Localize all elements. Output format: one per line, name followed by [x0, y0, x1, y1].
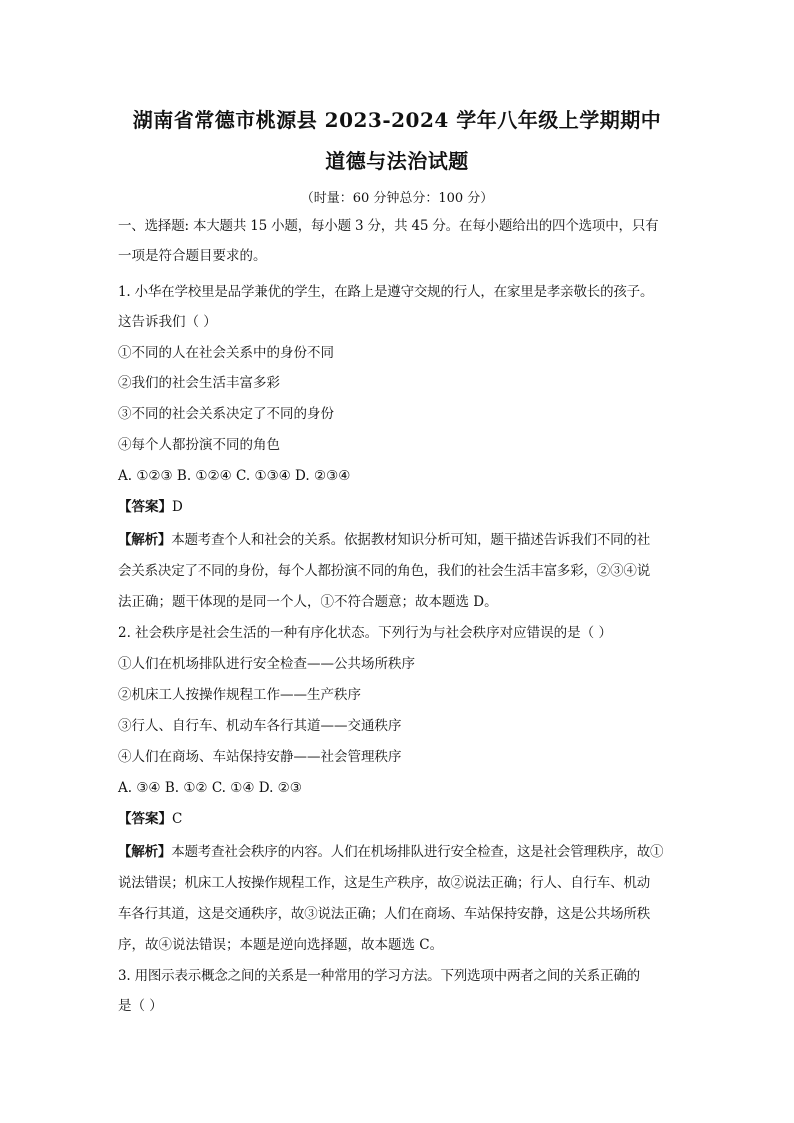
exam-duration-score: （时量：60 分钟总分：100 分）: [300, 191, 494, 206]
analysis-label: 【解析】: [118, 532, 172, 548]
question-1-item: ①不同的人在社会关系中的身份不同: [118, 345, 334, 361]
question-1-stem: 这告诉我们（ ）: [118, 314, 217, 330]
question-2-item: ②机床工人按操作规程工作——生产秩序: [118, 687, 361, 703]
question-3-stem: 3. 用图示表示概念之间的关系是一种常用的学习方法。下列选项中两者之间的关系正确的: [118, 968, 640, 984]
question-2-answer: [118, 809, 698, 829]
question-1-item: ②我们的社会生活丰富多彩: [118, 375, 280, 391]
analysis-label: 【解析】: [118, 844, 172, 860]
question-1-analysis: 法正确；题干体现的是同一个人，①不符合题意；故本题选 D。: [118, 594, 498, 610]
exam-subject-title: 道德与法治试题: [325, 149, 469, 173]
question-1-item: ③不同的社会关系决定了不同的身份: [118, 406, 334, 422]
section-intro-line: 一、选择题: 本大题共 15 小题，每小题 3 分，共 45 分。在每小题给出的四个选项中，只有: [118, 218, 659, 234]
question-2-analysis: 车各行其道，这是交通秩序，故③说法正确；人们在商场、车站保持安静，这是公共场所秩: [118, 906, 650, 922]
question-2-item: ④人们在商场、车站保持安静——社会管理秩序: [118, 749, 402, 765]
answer-value: C: [172, 811, 183, 827]
answer-label: 【答案】: [118, 499, 172, 515]
answer-label: 【答案】: [118, 811, 172, 827]
question-1-analysis: [118, 530, 698, 550]
exam-title: 湖南省常德市桃源县 2023-2024 学年八年级上学期期中: [132, 108, 662, 132]
question-2-item: ①人们在机场排队进行安全检查——公共场所秩序: [118, 656, 415, 672]
analysis-text: 本题考查个人和社会的关系。依据教材知识分析可知，题干描述告诉我们不同的社: [171, 532, 651, 548]
question-2-analysis: 序，故④说法错误；本题是逆向选择题，故本题选 C。: [118, 937, 444, 953]
question-2-analysis: 说法错误；机床工人按操作规程工作，这是生产秩序，故②说法正确；行人、自行车、机动: [118, 875, 650, 891]
question-2-options: A. ③④ B. ①② C. ①④ D. ②③: [118, 780, 302, 796]
question-1-item: ④每个人都扮演不同的角色: [118, 437, 280, 453]
question-2-item: ③行人、自行车、机动车各行其道——交通秩序: [118, 718, 402, 734]
question-3-stem: 是（ ）: [118, 998, 163, 1014]
question-2-analysis: [118, 842, 698, 862]
analysis-text: 本题考查社会秩序的内容。人们在机场排队进行安全检查，这是社会管理秩序，故①: [171, 844, 664, 860]
answer-value: D: [172, 499, 183, 515]
question-2-stem: 2. 社会秩序是社会生活的一种有序化状态。下列行为与社会秩序对应错误的是（ ）: [118, 625, 612, 641]
section-intro-line: 一项是符合题目要求的。: [118, 248, 267, 264]
question-1-options: A. ①②③ B. ①②④ C. ①③④ D. ②③④: [118, 468, 351, 484]
question-1-answer: [118, 497, 698, 517]
question-1-analysis: 会关系决定了不同的身份，每个人都扮演不同的角色，我们的社会生活丰富多彩，②③④说: [118, 563, 650, 579]
question-1-stem: 1. 小华在学校里是品学兼优的学生，在路上是遵守交规的行人，在家里是孝亲敬长的孩子。: [118, 284, 654, 300]
